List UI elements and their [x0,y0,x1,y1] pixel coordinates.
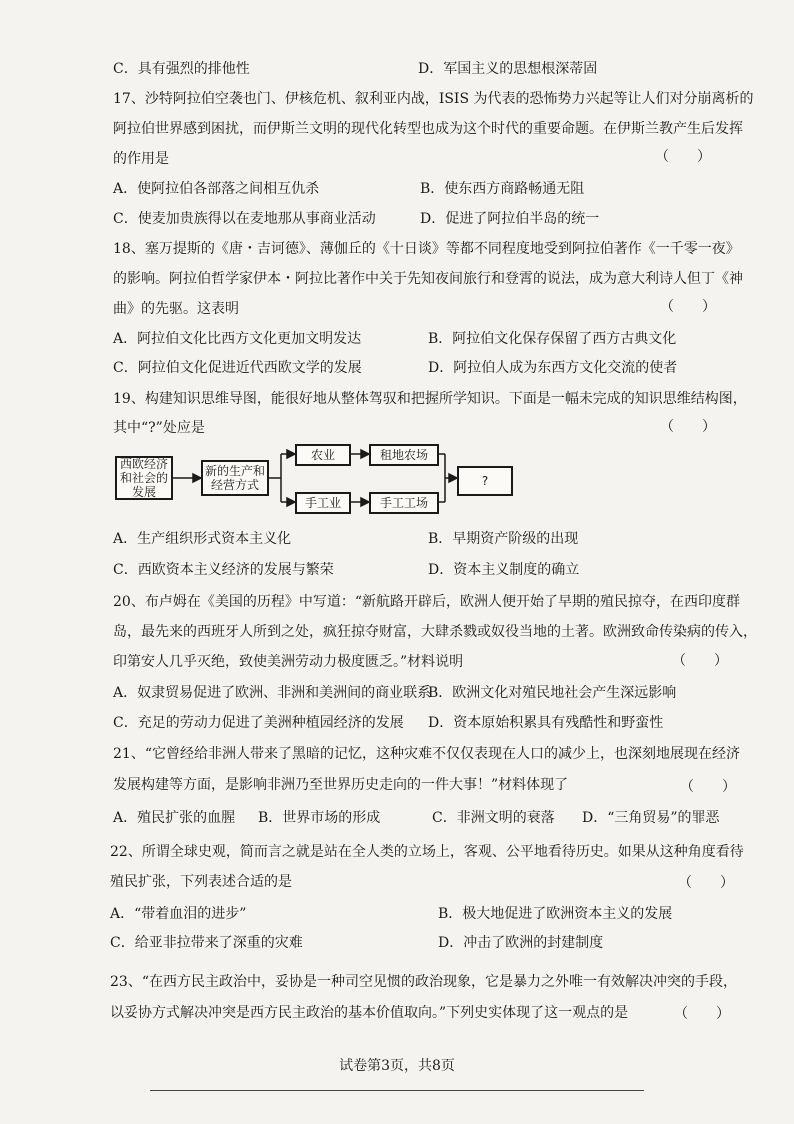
q18-option-c[interactable]: C．阿拉伯文化促进近代西欧文学的发展 [113,360,362,376]
q18-line-3: 曲》的先驱。这表明 [113,301,239,317]
q17-line-3: 的作用是 [113,151,169,167]
q21-option-d[interactable]: D．“三角贸易”的罪恶 [582,810,720,826]
top-option-c: C．具有强烈的排他性 [113,61,250,77]
q23-line-2: 以妥协方式解决冲突是西方民主政治的基本价值取向。”下列史实体现了这一观点的是 [110,1005,629,1021]
box-handicraft: 手工业 [295,492,351,514]
q18-option-a[interactable]: A．阿拉伯文化比西方文化更加文明发达 [113,331,362,347]
q17-option-a[interactable]: A．使阿拉伯各部落之间相互仇杀 [113,181,320,197]
q19-option-a[interactable]: A．生产组织形式资本主义化 [113,531,292,547]
q19-option-b[interactable]: B．早期资产阶级的出现 [428,531,579,547]
q22-answer-paren[interactable]: （ ） [678,875,734,891]
box-western-europe-development: 西欧经济和社会的发展 [115,456,173,500]
q20-option-c[interactable]: C．充足的劳动力促进了美洲种植园经济的发展 [113,715,404,731]
box-workshop: 手工工场 [369,492,439,514]
q19-option-d[interactable]: D．资本主义制度的确立 [428,562,580,578]
q20-line-2: 岛，最先来的西班牙人所到之处，疯狂掠夺财富，大肆杀戮或奴役当地的土著。欧洲致命传染病的传入， [113,624,757,640]
q17-option-c[interactable]: C．使麦加贵族得以在麦地那从事商业活动 [113,211,376,227]
q17-line-2: 阿拉伯世界感到困扰，而伊斯兰文明的现代化转型也成为这个时代的重要命题。在伊斯兰教产生后发挥 [113,121,743,137]
q19-option-c[interactable]: C．西欧资本主义经济的发展与繁荣 [113,562,334,578]
q19-answer-paren[interactable]: （ ） [660,419,716,435]
q17-option-d[interactable]: D．促进了阿拉伯半岛的统一 [420,211,600,227]
box-question-mark: ? [457,466,513,496]
q23-answer-paren[interactable]: （ ） [674,1006,730,1022]
q18-answer-paren[interactable]: （ ） [660,299,716,315]
q17-answer-paren[interactable]: （ ） [655,149,711,165]
q22-line-2: 殖民扩张，下列表述合适的是 [110,874,292,890]
q22-line-1: 22、所谓全球史观，简而言之就是站在全人类的立场上，客观、公平地看待历史。如果从这种角度看待 [110,844,744,860]
q22-option-b[interactable]: B．极大地促进了欧洲资本主义的发展 [438,906,673,922]
top-option-d: D．军国主义的思想根深蒂固 [418,61,598,77]
footer-divider [150,1090,644,1091]
q23-line-1: 23、“在西方民主政治中，妥协是一种司空见惯的政治现象，它是暴力之外唯一有效解决冲突的手段， [110,974,737,990]
q20-option-b[interactable]: B．欧洲文化对殖民地社会产生深远影响 [428,685,677,701]
q19-line-1: 19、构建知识思维导图，能很好地从整体驾驭和把握所学知识。下面是一幅未完成的知识思维结构图， [113,391,747,407]
q22-option-c[interactable]: C．给亚非拉带来了深重的灾难 [110,935,303,951]
q21-option-b[interactable]: B．世界市场的形成 [258,810,381,826]
q18-option-d[interactable]: D．阿拉伯人成为东西方文化交流的使者 [428,360,678,376]
q20-line-3: 印第安人几乎灭绝，致使美洲劳动力极度匮乏。”材料说明 [113,654,464,670]
box-tenant-farm: 租地农场 [369,444,439,466]
q20-line-1: 20、布卢姆在《美国的历程》中写道：“新航路开辟后，欧洲人便开始了早期的殖民掠夺，在西印度群 [113,594,740,610]
q18-line-2: 的影响。阿拉伯哲学家伊本・阿拉比著作中关于先知夜间旅行和登霄的说法，成为意大利诗人但丁《神 [113,271,743,287]
q21-line-1: 21、“它曾经给非洲人带来了黑暗的记忆，这种灾难不仅仅表现在人口的减少上，也深刻地展现在经济 [113,746,740,762]
q17-line-1: 17、沙特阿拉伯空袭也门、伊核危机、叙利亚内战，ISIS 为代表的恐怖势力兴起等让人们对分崩离析的 [113,91,754,107]
q21-line-2: 发展构建等方面，是影响非洲乃至世界历史走向的一件大事！”材料体现了 [113,777,569,793]
box-agriculture: 农业 [295,444,351,466]
knowledge-mind-map [115,440,515,520]
q20-option-a[interactable]: A．奴隶贸易促进了欧洲、非洲和美洲间的商业联系 [113,685,432,701]
q21-option-c[interactable]: C．非洲文明的衰落 [432,810,555,826]
q20-option-d[interactable]: D．资本原始积累具有残酷性和野蛮性 [428,715,664,731]
page-footer: 试卷第3页，共8页 [339,1058,455,1074]
q21-answer-paren[interactable]: （ ） [680,779,736,795]
box-new-production-methods: 新的生产和经营方式 [201,460,269,496]
q22-option-a[interactable]: A．“带着血泪的进步” [110,906,247,922]
q22-option-d[interactable]: D．冲击了欧洲的封建制度 [438,935,604,951]
q18-line-1: 18、塞万提斯的《唐・吉诃德》、薄伽丘的《十日谈》等都不同程度地受到阿拉伯著作《一千零一夜》 [113,241,740,257]
q18-option-b[interactable]: B．阿拉伯文化保存保留了西方古典文化 [428,331,677,347]
q19-line-2: 其中“?”处应是 [113,420,205,436]
q20-answer-paren[interactable]: （ ） [672,653,728,669]
q21-option-a[interactable]: A．殖民扩张的血腥 [113,810,236,826]
q17-option-b[interactable]: B．使东西方商路畅通无阻 [420,181,585,197]
